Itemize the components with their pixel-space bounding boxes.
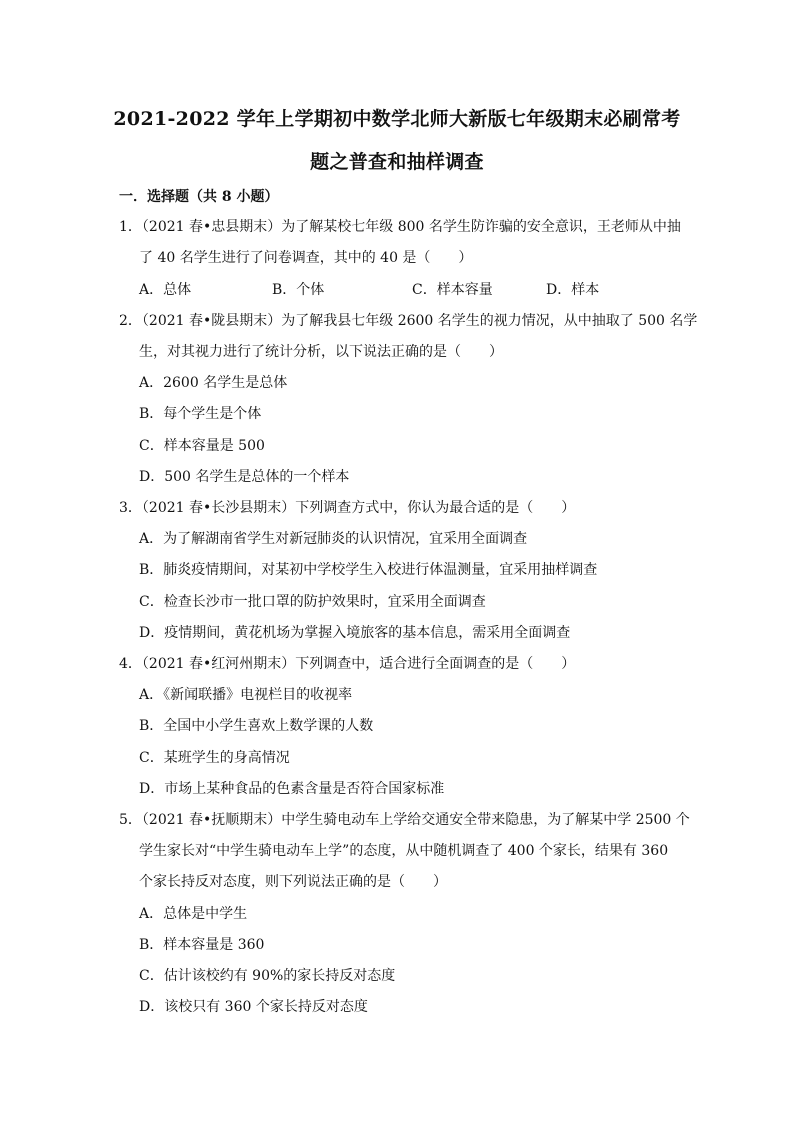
question-2-stem-line-2: 生，对其视力进行了统计分析，以下说法正确的是（ ） xyxy=(139,344,503,360)
question-1-option-d: D．样本 xyxy=(546,282,600,298)
page-title-line-2: 题之普查和抽样调查 xyxy=(310,151,484,173)
question-5-option-d: D．该校只有 360 个家长持反对态度 xyxy=(139,999,368,1015)
question-1-option-a: A．总体 xyxy=(139,282,192,298)
question-3-option-c: C．检查长沙市一批口罩的防护效果时，宜采用全面调查 xyxy=(139,594,486,610)
question-5-stem-line-1: 5．（2021 春•抚顺期末）中学生骑电动车上学给交通安全带来隐患，为了解某中学 2500 个 xyxy=(119,812,690,828)
question-4-option-a: A．《新闻联播》电视栏目的收视率 xyxy=(139,687,353,703)
question-3-option-a: A．为了解湖南省学生对新冠肺炎的认识情况，宜采用全面调查 xyxy=(139,531,528,547)
question-3-option-d: D．疫情期间，黄花机场为掌握入境旅客的基本信息，需采用全面调查 xyxy=(139,625,571,641)
question-4-option-c: C．某班学生的身高情况 xyxy=(139,750,290,766)
question-5-stem-line-2: 学生家长对“中学生骑电动车上学”的态度，从中随机调查了 400 个家长，结果有 360 xyxy=(139,843,669,859)
question-1-stem-line-2: 了 40 名学生进行了问卷调查，其中的 40 是（ ） xyxy=(139,250,473,266)
question-2-option-d: D．500 名学生是总体的一个样本 xyxy=(139,469,350,485)
question-5-option-a: A．总体是中学生 xyxy=(139,906,248,922)
question-5-option-c: C．估计该校约有 90%的家长持反对态度 xyxy=(139,968,396,984)
question-5-stem-line-3: 个家长持反对态度，则下列说法正确的是（ ） xyxy=(139,874,447,890)
question-1-stem-line-1: 1．（2021 春•忠县期末）为了解某校七年级 800 名学生防诈骗的安全意识，王老师从中抽 xyxy=(119,219,681,235)
question-2-stem-line-1: 2．（2021 春•陇县期末）为了解我县七年级 2600 名学生的视力情况，从中抽取了 500 名学 xyxy=(119,313,698,329)
question-2-option-a: A．2600 名学生是总体 xyxy=(139,375,288,391)
section-heading: 一．选择题（共 8 小题） xyxy=(119,189,279,205)
question-2-option-b: B．每个学生是个体 xyxy=(139,406,262,422)
question-1-option-b: B．个体 xyxy=(272,282,325,298)
question-4-option-d: D．市场上某种食品的色素含量是否符合国家标准 xyxy=(139,781,445,797)
question-4-stem-line-1: 4．（2021 春•红河州期末）下列调查中，适合进行全面调查的是（ ） xyxy=(119,656,576,672)
question-3-option-b: B．肺炎疫情期间，对某初中学校学生入校进行体温测量，宜采用抽样调查 xyxy=(139,562,598,578)
question-5-option-b: B．样本容量是 360 xyxy=(139,937,265,953)
page-title-line-1: 2021-2022 学年上学期初中数学北师大新版七年级期末必刷常考 xyxy=(113,108,681,130)
question-4-option-b: B．全国中小学生喜欢上数学课的人数 xyxy=(139,718,374,734)
question-1-option-c: C．样本容量 xyxy=(412,282,493,298)
question-2-option-c: C．样本容量是 500 xyxy=(139,438,265,454)
question-3-stem-line-1: 3．（2021 春•长沙县期末）下列调查方式中，你认为最合适的是（ ） xyxy=(119,500,576,516)
